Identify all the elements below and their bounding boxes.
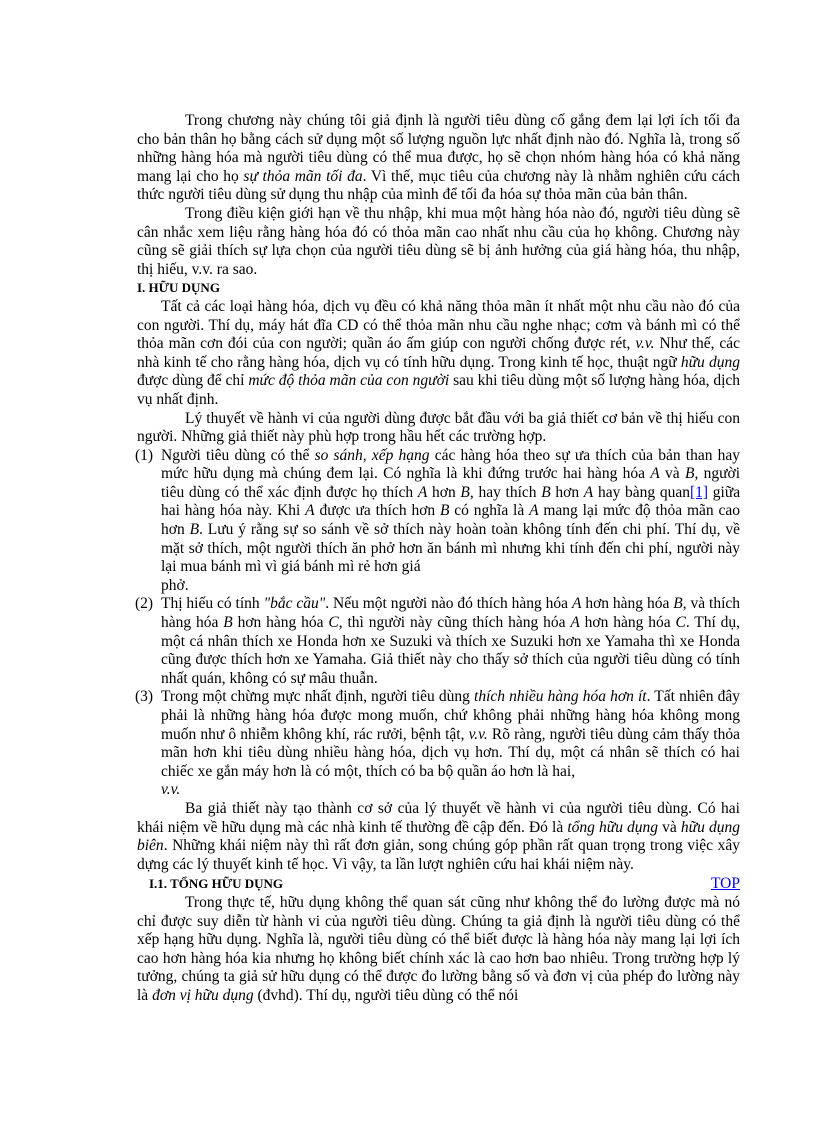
subsection-paragraph-1 (137, 894, 740, 1006)
emphasis: đơn vị hữu dụng (152, 986, 254, 1004)
text: . Nếu một người nào đó thích hàng hóa (325, 595, 569, 613)
assumption-item-3 (137, 688, 740, 800)
emphasis: v.v. (468, 725, 488, 743)
text: Ba giả thiết này tạo thành cơ sở của lý thuyết về hành vi của người tiêu dùng. Có hai khái niệm về hữu dụng mà các nhà kinh tế thường đề cập đến. Đó là (137, 799, 740, 836)
text: Trong thực tế, hữu dụng không thể quan sát cũng như không thể đo lường được mà nó chỉ được suy diễn từ hành vi của người tiêu dùng. Chúng ta giả định là người tiêu dùng có thể xếp hạng hữu dụng. Nghĩa là, người tiêu dùng có thể biết được là hàng hóa này mang lại lợi ích cao hơn hàng hóa kia nhưng họ không biết chính xác là cao hơn bao nhiêu. Trong trường hợp lý tưởng, chúng ta giả sử hữu dụng có thể được đo lường bằng số và đơn vị của phép đo lường này là (137, 893, 740, 1004)
var: A (305, 502, 315, 520)
text: sau khi tiêu dùng một số lượng hàng hóa, dịch vụ nhất định. (137, 372, 741, 408)
text: có nghĩa là (454, 502, 525, 520)
var: B (541, 483, 551, 501)
var: A (583, 483, 594, 501)
text: hơn (432, 483, 456, 501)
text: mang lại mức độ thỏa mãn cao hơn (161, 502, 741, 539)
var: B (673, 595, 683, 613)
text: hay bàng quan (597, 483, 690, 501)
text: hơn hàng hóa (237, 614, 324, 632)
intro-paragraph-1 (137, 112, 740, 205)
document-page (137, 112, 740, 1006)
section-heading-huu-dung: I. HỮU DỤNG (137, 280, 220, 296)
text: Người tiêu dùng có thể (161, 446, 310, 464)
emphasis: sự thỏa mãn tối đa (243, 167, 363, 185)
text: , thì người này cũng thích hàng hóa (338, 614, 566, 632)
text: được dùng để chỉ (137, 372, 245, 390)
text: Thị hiếu có tính (161, 595, 260, 613)
list-number: (1) (135, 446, 154, 464)
text: phở. (161, 576, 189, 594)
text: các hàng hóa theo sự ưa thích của bản than hay mức hữu dụng mà chúng đem lại. Có nghĩa là khi đứng trước hai hàng hóa (161, 446, 741, 483)
text: Rõ ràng, người tiêu dùng cảm thấy thỏa mãn hơn khi tiêu dùng nhiều hàng hóa, dịch vụ hơn. Thí dụ, một cá nhân sẽ thích có hai chiếc xe gắn máy hơn là có một, thích có ba bộ quần áo hơn là hai, (161, 725, 740, 780)
var: B (439, 502, 450, 520)
text: được ưa thích hơn (319, 502, 436, 520)
emphasis: so sánh, xếp hạng (314, 446, 430, 464)
emphasis: hữu dụng (680, 353, 740, 371)
text: . Thí dụ, một cá nhân thích xe Honda hơn xe Suzuki và thích xe Suzuki hơn xe Yamaha thì xe Honda cũng được thích hơn xe Yamaha. Giả thiết này cho thấy sở thích của người tiêu dùng có tính nhất quán, không có sự mâu thuẫn. (161, 614, 741, 687)
var: C (675, 614, 686, 632)
var: A (570, 614, 580, 632)
intro-paragraph-2: Trong điều kiện giới hạn về thu nhập, khi mua một hàng hóa nào đó, người tiêu dùng sẽ cân nhắc xem liệu rằng hàng hóa đó có thỏa mãn cao nhất nhu cầu của họ không. Chương này cũng sẽ giải thích sự lựa chọn của người tiêu dùng sẽ bị ảnh hưởng của giá hàng hóa, thu nhập, thị hiếu, v.v. ra sao. (137, 204, 740, 278)
text: , và thích hàng hóa (161, 595, 741, 632)
emphasis: v.v. (161, 781, 181, 799)
text: (đvhd). Thí dụ, người tiêu dùng có thể nói (257, 986, 519, 1004)
text: . Những khái niệm này thì rất đơn giản, song chúng góp phần rất quan trọng trong việc xây dựng các lý thuyết kinh tế học. Vì vậy, ta lần lượt nghiên cứu hai khái niệm này. (137, 837, 740, 873)
text: hơn hàng hóa (585, 595, 670, 613)
section1-paragraph-2: Lý thuyết về hành vi của người dùng được bắt đầu với ba giả thiết cơ bản về thị hiếu con người. Những giả thiết này phù hợp trong hầu hết các trường hợp. (137, 409, 740, 446)
var: A (650, 465, 660, 483)
text: , người tiêu dùng có thể xác định được họ thích (161, 465, 741, 501)
var: A (417, 483, 428, 501)
text: . Tất nhiên đây phải là những hàng hóa được mong muốn, chứ không phải những hàng hóa không mong muốn như ô nhiễm không khí, rác rưởi, bệnh tật, (161, 688, 740, 743)
var: B (684, 465, 695, 483)
var: B (223, 614, 233, 632)
var: A (529, 502, 539, 520)
assumption-item-1 (137, 447, 740, 596)
text: , hay thích (469, 483, 537, 501)
text: Như thế, các nhà kinh tế cho rằng hàng hóa, dịch vụ có tính hữu dụng. Trong kinh tế học, thuật ngữ (137, 335, 741, 371)
text: . Vì thế, mục tiêu của chương này là nhằm nghiên cứu cách thức người tiêu dùng sử dụng thu nhập của mình để tối đa hóa sự thỏa mãn của bản thân. (137, 167, 741, 204)
emphasis: mức độ thỏa mãn của con người (248, 372, 450, 390)
emphasis: tổng hữu dụng (567, 818, 659, 836)
var: B (460, 483, 470, 501)
assumption-item-2 (137, 595, 740, 688)
text: Trong chương này chúng tôi giả định là người tiêu dùng cố gắng đem lại lợi ích tối đa cho bản thân họ bằng cách sử dụng một số lượng nguồn lực nhất định nào đó. Nghĩa là, trong số những hàng hóa mà người tiêu dùng có thể mua được, họ sẽ chọn nhóm hàng hóa có khả năng mang lại cho họ (137, 112, 740, 185)
section1-paragraph-1 (137, 298, 740, 410)
text: Trong một chừng mực nhất định, người tiêu dùng (161, 688, 470, 706)
text: Tất cả các loại hàng hóa, dịch vụ đều có khả năng thỏa mãn ít nhất một nhu cầu nào đó của con người. Thí dụ, máy hát đĩa CD có thể thỏa mãn nhu cầu nghe nhạc; cơm và bánh mì có thể thỏa mãn cơn đói của con người; quần áo ấm giúp con người chống được rét, (137, 297, 740, 353)
list-number: (3) (135, 688, 154, 706)
top-link[interactable]: TOP (710, 875, 740, 893)
text: giữa hai hàng hóa này. Khi (161, 483, 741, 520)
emphasis: thích nhiều hàng hóa hơn ít (474, 688, 647, 706)
text: . Lưu ý rằng sự so sánh về sở thích này hoàn toàn không tính đến chi phí. Thí dụ, về mặt sở thích, một người thích ăn phở hơn ăn bánh mì nhưng khi tính đến chi phí, người này lại mua bánh mì vì giá bánh mì rẻ hơn giá (161, 521, 740, 576)
text: và (662, 818, 677, 836)
section1-closing-paragraph (137, 800, 740, 874)
text: hơn (555, 483, 580, 501)
subsection-header (137, 875, 740, 894)
emphasis: v.v. (635, 335, 655, 353)
subsection-heading-tong-huu-dung: I.1. TỔNG HỮU DỤNG (149, 876, 283, 892)
text: hơn hàng hóa (584, 614, 671, 632)
emphasis: hữu dụng biên (137, 818, 740, 855)
footnote-link-1[interactable]: [1] (690, 483, 709, 501)
var: A (571, 595, 582, 613)
assumption-list (137, 447, 740, 800)
var: B (189, 521, 200, 539)
list-number: (2) (135, 595, 154, 613)
emphasis: "bắc cầu" (263, 595, 326, 613)
var: C (328, 614, 339, 632)
text: và (665, 465, 680, 483)
